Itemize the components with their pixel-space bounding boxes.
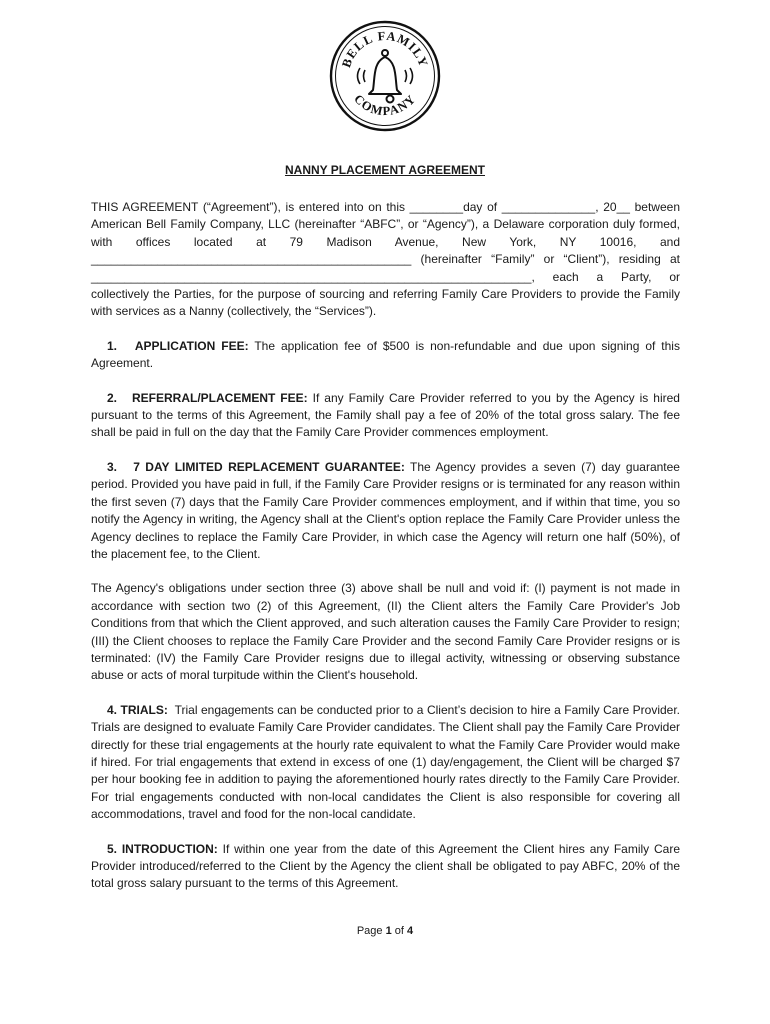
document-body: [91, 199, 680, 893]
section-heading: APPLICATION FEE:: [134, 338, 249, 353]
section-heading: INTRODUCTION:: [121, 841, 218, 856]
section-heading: 7 DAY LIMITED REPLACEMENT GUARANTEE:: [133, 459, 405, 474]
section-number: 4.: [107, 702, 118, 717]
section-text: The application fee of $500 is non-refundable and due upon signing of this Agreement.: [91, 338, 680, 371]
of-label: of: [394, 925, 404, 937]
section-trials: [91, 702, 680, 824]
section-text: The Agency provides a seven (7) day guarantee period. Provided you have paid in full, if the Family Care Provider resigns or is terminated for any reason within the first seven (7) days that the Family Care Provider commences employment, and if within that time, you so notify the Agency in writing, the Agency shall at the Client's option replace the Family Care Provider unless the Agency declines to replace the Family Care Provider, in which case the Agency will return one half (50%), of the placement fee, to the Client.: [91, 459, 680, 561]
svg-text:COMPANY: [351, 92, 419, 119]
section-number: 3.: [107, 459, 118, 474]
section-text: Trial engagements can be conducted prior to a Client’s decision to hire a Family Care Provider. Trials are designed to evaluate Family Care Provider candidates. The Client shall pay the Family Care Provider directly for these trial engagements at the hourly rate equivalent to what the Family Care Provider would make if hired. For trial engagements that extend in excess of one (1) day/engagement, the Client will be charged $7 per hour booking fee in addition to paying the aforementioned hourly rates directly to the Family Care Provider. For trial engagements conducted with non-local candidates the Client is also responsible for covering all accommodations, travel and food for the non-local candidate.: [91, 702, 680, 822]
logo-bottom-text: COMPANY: [351, 91, 419, 119]
section-heading: REFERRAL/PLACEMENT FEE:: [131, 390, 308, 405]
section-heading: TRIALS:: [120, 702, 168, 717]
intro-paragraph: THIS AGREEMENT (“Agreement”), is entered into on this ________day of ______________, 20__ between American Bell Family Company, LLC (hereinafter “ABFC”, or “Agency”), a Delaware corporation duly formed, with offices located at 79 Madison Avenue, New York, NY 10016, and ________________________________________________ (hereinafter “Family” or “Client”), residing at __________________________________________________________________, each a Party, or collectively the Parties, for the purpose of sourcing and referring Family Care Providers to provide the Family with services as a Nanny (collectively, the “Services”).: [91, 200, 680, 319]
company-logo: [329, 20, 441, 132]
current-page-number: 1: [385, 925, 392, 937]
section-application-fee: [91, 338, 680, 373]
bell-icon: [358, 50, 413, 103]
section-introduction: [91, 841, 680, 893]
total-pages-number: 4: [407, 925, 414, 937]
section-text: If within one year from the date of this Agreement the Client hires any Family Care Provider introduced/referred to the Client by the Agency the client shall be obligated to pay ABFC, 20% of the total gross salary pursuant to the terms of this Agreement.: [91, 841, 680, 891]
section-number: 2.: [107, 390, 118, 405]
section-number: 1.: [107, 338, 118, 353]
logo-top-text: BELL FAMILY: [339, 28, 431, 70]
section-referral-fee: [91, 390, 680, 442]
section-replacement-guarantee: [91, 459, 680, 563]
document-title: NANNY PLACEMENT AGREEMENT: [284, 163, 485, 177]
guarantee-exceptions-paragraph: The Agency's obligations under section three (3) above shall be null and void if: (I) payment is not made in accordance with section two (2) of this Agreement, (II) the Client alters the Family Care Provider's Job Conditions from that which the Client approved, and such alteration causes the Family Care Provider to resign; (III) the Client chooses to replace the Family Care Provider and the second Family Care Provider resigns or is terminated: (IV) the Family Care Provider resigns due to illegal activity, witnessing or observing substance abuse or acts of moral turpitude within the Client's household.: [91, 581, 680, 683]
page-footer: [0, 925, 770, 937]
section-text: If any Family Care Provider referred to you by the Agency is hired pursuant to the terms of this Agreement, the Family shall pay a fee of 20% of the total gross salary. The fee shall be paid in full on the day that the Family Care Provider commences employment.: [91, 390, 680, 440]
section-number: 5.: [107, 841, 118, 856]
page-label: Page: [356, 925, 383, 937]
